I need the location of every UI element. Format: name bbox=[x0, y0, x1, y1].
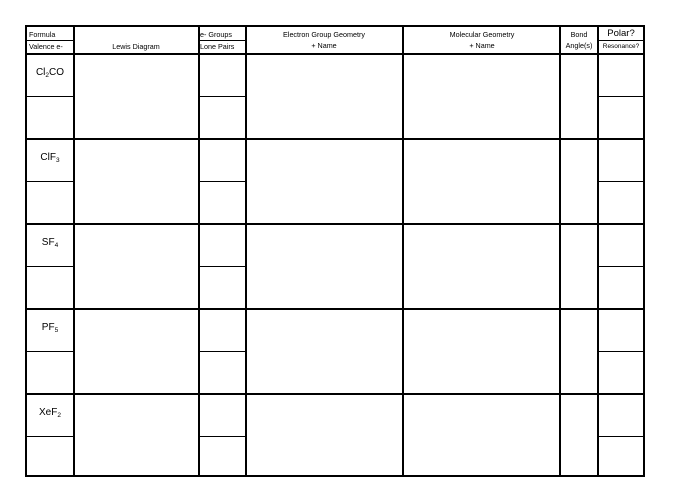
header-divider bbox=[599, 40, 643, 41]
formula-base: ClF bbox=[40, 152, 56, 163]
formula-subscript: 2 bbox=[45, 72, 50, 79]
header-formula: Formula bbox=[29, 30, 56, 39]
column-divider bbox=[245, 27, 247, 475]
formula-base: Cl bbox=[35, 67, 46, 78]
cell-split-line bbox=[198, 96, 245, 97]
header-bond: Bond bbox=[570, 30, 588, 39]
cell-split-line bbox=[597, 436, 643, 437]
vsepr-worksheet-table bbox=[25, 25, 645, 477]
cell-split-line bbox=[597, 351, 643, 352]
header-lonepairs: Lone Pairs bbox=[200, 42, 235, 51]
row-separator bbox=[27, 308, 643, 310]
header-egg: Electron Group Geometry bbox=[283, 30, 365, 39]
header-lewis: Lewis Diagram bbox=[112, 42, 160, 51]
formula-subscript: 4 bbox=[54, 242, 59, 249]
cell-split-line bbox=[27, 181, 73, 182]
row-separator bbox=[27, 223, 643, 225]
header-divider bbox=[27, 40, 73, 41]
row-separator bbox=[27, 393, 643, 395]
cell-split-line bbox=[27, 436, 73, 437]
cell-split-line bbox=[27, 351, 73, 352]
formula-subscript: 3 bbox=[55, 157, 60, 164]
column-divider bbox=[597, 27, 599, 475]
cell-split-line bbox=[198, 436, 245, 437]
header-egg-name: + Name bbox=[311, 41, 337, 50]
formula-rest: CO bbox=[49, 67, 65, 78]
cell-split-line bbox=[597, 266, 643, 267]
molecule-formula bbox=[27, 407, 73, 419]
cell-split-line bbox=[27, 266, 73, 267]
header-egroups: e- Groups bbox=[200, 30, 232, 39]
header-divider bbox=[198, 40, 245, 41]
molecule-formula bbox=[27, 322, 73, 334]
cell-split-line bbox=[597, 96, 643, 97]
column-divider bbox=[73, 27, 75, 475]
formula-subscript: 5 bbox=[54, 327, 59, 334]
column-divider bbox=[559, 27, 561, 475]
column-divider bbox=[402, 27, 404, 475]
row-separator bbox=[27, 138, 643, 140]
header-polar: Polar? bbox=[607, 28, 635, 39]
table-header-row bbox=[27, 27, 643, 55]
formula-base: XeF bbox=[39, 407, 58, 418]
header-mg: Molecular Geometry bbox=[449, 30, 515, 39]
header-angles: Angle(s) bbox=[565, 41, 593, 50]
header-mg-name: + Name bbox=[469, 41, 495, 50]
cell-split-line bbox=[198, 351, 245, 352]
molecule-formula bbox=[27, 237, 73, 249]
formula-base: SF bbox=[41, 237, 55, 248]
formula-base: PF bbox=[41, 322, 55, 333]
cell-split-line bbox=[198, 266, 245, 267]
cell-split-line bbox=[27, 96, 73, 97]
header-resonance: Resonance? bbox=[602, 43, 640, 50]
molecule-formula bbox=[27, 67, 73, 79]
formula-subscript: 2 bbox=[57, 412, 61, 419]
cell-split-line bbox=[198, 181, 245, 182]
cell-split-line bbox=[597, 181, 643, 182]
molecule-formula bbox=[27, 152, 73, 164]
header-valence: Valence e- bbox=[29, 42, 63, 51]
column-divider bbox=[198, 27, 200, 475]
